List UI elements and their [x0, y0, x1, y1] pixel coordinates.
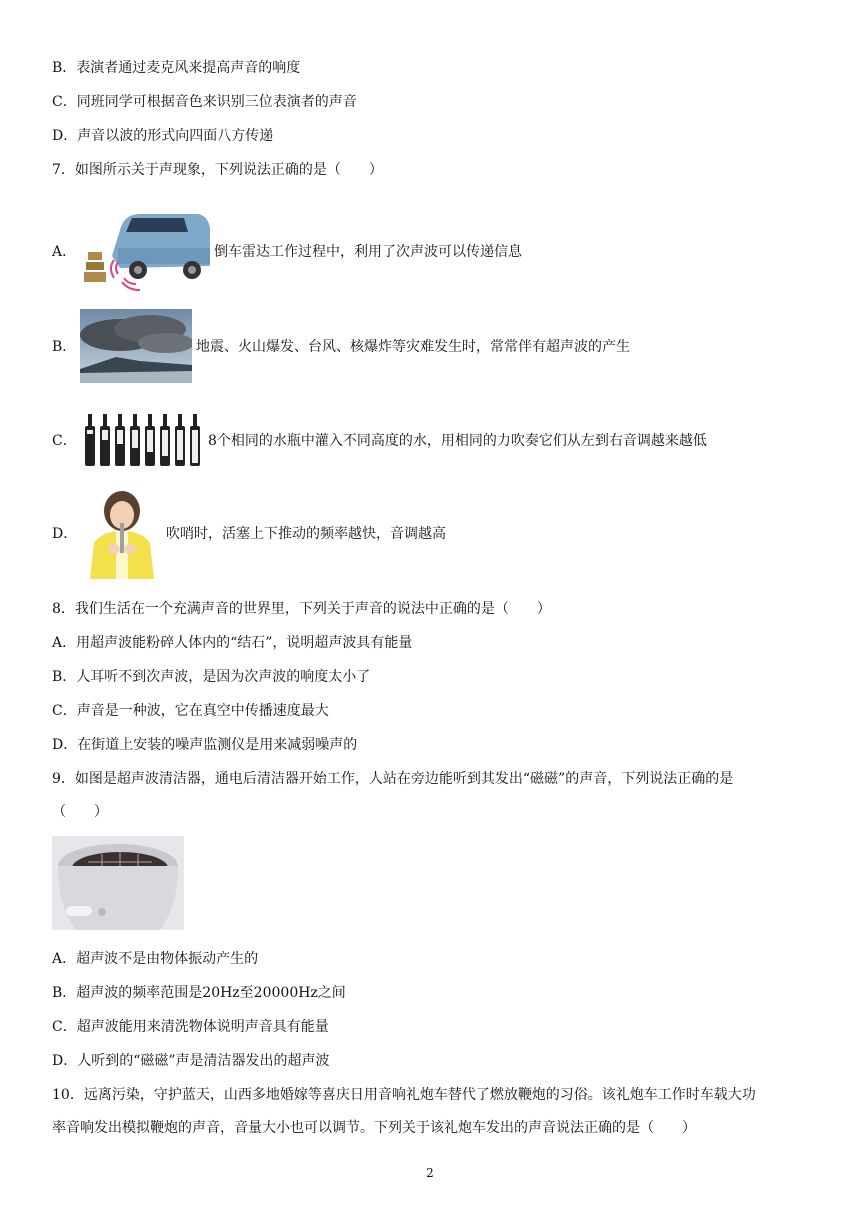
- page-number: 2: [426, 1166, 434, 1180]
- ultrasonic-cleaner-image: [52, 836, 184, 930]
- q9-stem-line1: 9．如图是超声波清洁器，通电后清洁器开始工作，人站在旁边能听到其发出“磁磁”的声音，下列说法正确的是: [52, 771, 734, 787]
- volcano-eruption-image: [80, 309, 192, 383]
- q6-option-d: D．声音以波的形式向四面八方传递: [52, 128, 274, 144]
- option-text: 吹哨时，活塞上下推动的频率越快，音调越高: [166, 526, 446, 542]
- q9-option-c: C．超声波能用来清洗物体说明声音具有能量: [52, 1019, 329, 1035]
- q9-option-a: A．超声波不是由物体振动产生的: [52, 951, 259, 967]
- q6-option-b: B．表演者通过麦克风来提高声音的响度: [52, 60, 301, 76]
- q9-option-d: D．人听到的“磁磁”声是清洁器发出的超声波: [52, 1053, 330, 1069]
- q7-option-b: [52, 309, 630, 383]
- option-letter: A．: [52, 244, 77, 260]
- q8-option-d: D．在街道上安装的噪声监测仪是用来减弱噪声的: [52, 737, 358, 753]
- girl-whistle-image: [80, 487, 162, 579]
- q6-option-c: C．同班同学可根据音色来识别三位表演者的声音: [52, 94, 357, 110]
- option-text: 倒车雷达工作过程中，利用了次声波可以传递信息: [214, 244, 522, 260]
- q10-stem-line2: 率音响发出模拟鞭炮的声音，音量大小也可以调节。下列关于该礼炮车发出的声音说法正确的是（ ）: [52, 1120, 696, 1136]
- option-text: 地震、火山爆发、台风、核爆炸等灾难发生时，常常伴有超声波的产生: [196, 339, 630, 355]
- q7-stem: 7．如图所示关于声现象，下列说法正确的是（ ）: [52, 162, 383, 178]
- q8-option-a: A．用超声波能粉碎人体内的“结石”，说明超声波具有能量: [52, 635, 413, 651]
- option-text: 8个相同的水瓶中灌入不同高度的水，用相同的力吹奏它们从左到右音调越来越低: [208, 433, 707, 449]
- q8-option-b: B．人耳听不到次声波，是因为次声波的响度太小了: [52, 669, 371, 685]
- q7-option-c: [52, 412, 707, 468]
- option-letter: B．: [52, 339, 77, 355]
- q9-option-b: B．超声波的频率范围是20Hz至20000Hz之间: [52, 985, 346, 1001]
- option-letter: C．: [52, 433, 77, 449]
- q10-stem-line1: 10．远离污染，守护蓝天，山西多地婚嫁等喜庆日用音响礼炮车替代了燃放鞭炮的习俗。该礼炮车工作时车载大功: [52, 1087, 756, 1103]
- option-letter: D．: [52, 526, 78, 542]
- q7-option-d: [52, 487, 446, 579]
- q8-stem: 8．我们生活在一个充满声音的世界里，下列关于声音的说法中正确的是（ ）: [52, 601, 551, 617]
- car-radar-image: [80, 208, 210, 294]
- water-bottles-image: [80, 412, 204, 468]
- q9-stem-line2: （ ）: [52, 804, 108, 820]
- q8-option-c: C．声音是一种波，它在真空中传播速度最大: [52, 703, 329, 719]
- q7-option-a: [52, 208, 522, 294]
